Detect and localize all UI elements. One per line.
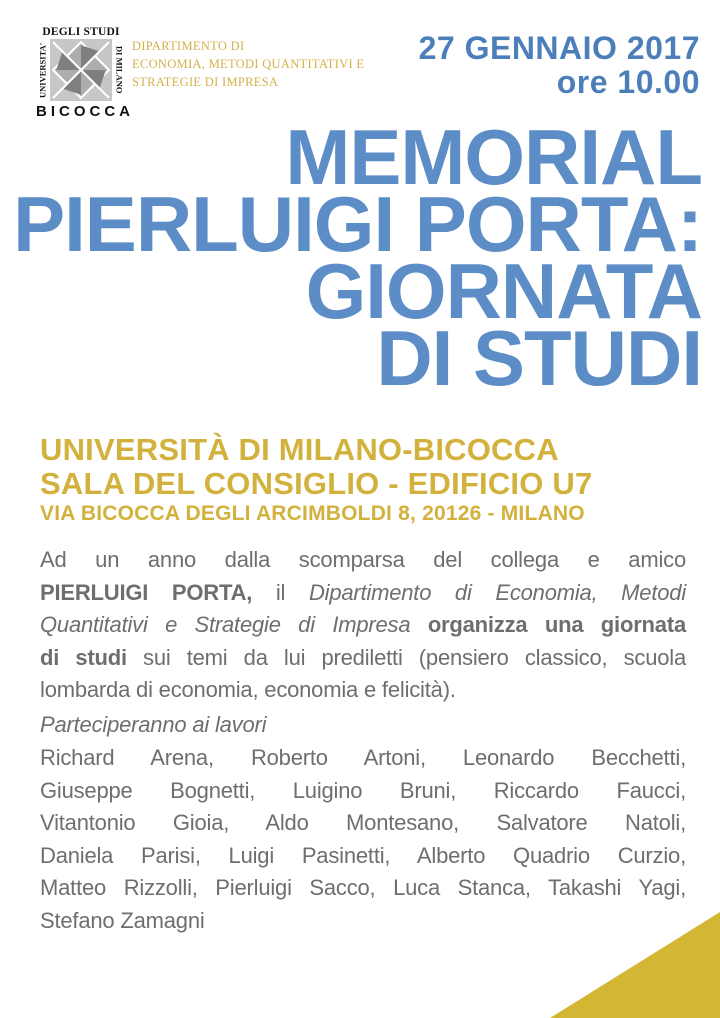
text-line: STRATEGIE DI IMPRESA: [132, 75, 279, 89]
text-line: DI STUDI: [376, 314, 702, 402]
event-datetime: [419, 31, 700, 99]
text-line: ECONOMIA, METODI QUANTITATIVI E: [132, 57, 365, 71]
text-line: Vitantonio Gioia, Aldo Montesano, Salvatore Natoli,: [40, 810, 686, 835]
venue-room: SALA DEL CONSIGLIO - EDIFICIO U7: [40, 466, 593, 501]
logo-text-bicocca: BICOCCA: [36, 103, 134, 120]
bicocca-diamond-icon: [49, 39, 113, 101]
participants-intro: Parteciperanno ai lavori: [40, 711, 267, 737]
text-line: lombarda di economia, economia e felicità).: [40, 677, 456, 702]
text-line: Matteo Rizzolli, Pierluigi Sacco, Luca Stanca, Takashi Yagi,: [40, 875, 686, 900]
event-date: 27 GENNAIO 2017: [418, 30, 700, 66]
text-line: Ad un anno dalla scomparsa del collega e amico: [40, 547, 686, 572]
corner-triangle-decoration: [550, 912, 720, 1018]
text-line: Daniela Parisi, Luigi Pasinetti, Alberto Quadrio Curzio,: [40, 842, 686, 868]
venue-address: VIA BICOCCA DEGLI ARCIMBOLDI 8, 20126 - MILANO: [40, 502, 585, 525]
logo-text-right: DI MILANO: [114, 46, 125, 94]
department-name: [132, 37, 364, 91]
text-line: Giuseppe Bognetti, Luigino Bruni, Riccardo Faucci,: [40, 777, 686, 803]
text-line: DIPARTIMENTO DI: [132, 39, 245, 53]
text-line: GIORNATA: [305, 247, 702, 335]
university-logo: [36, 26, 134, 120]
text-line: di studi sui temi da lui prediletti (pensiero classico, scuola: [40, 644, 686, 670]
poster-title: [13, 113, 702, 402]
text-line: Quantitativi e Strategie di Impresa organizza una giornata: [40, 612, 686, 637]
text-line: PIERLUIGI PORTA:: [13, 180, 702, 268]
participants-list: [40, 742, 686, 937]
text-line: MEMORIAL: [285, 113, 702, 201]
text-line: PIERLUIGI PORTA, il Dipartimento di Economia, Metodi: [40, 579, 687, 605]
text-line: Stefano Zamagni: [40, 907, 205, 933]
text-column: [40, 544, 686, 937]
venue-block: [40, 433, 592, 527]
logo-text-left: UNIVERSITA': [37, 42, 48, 98]
text-line: Richard Arena, Roberto Artoni, Leonardo Becchetti,: [40, 745, 686, 770]
logo-middle-row: [36, 39, 126, 101]
logo-text-top: DEGLI STUDI: [42, 26, 120, 38]
description-paragraph: [40, 544, 686, 707]
event-time: ore 10.00: [556, 64, 700, 100]
venue-university: UNIVERSITÀ DI MILANO-BICOCCA: [40, 432, 559, 467]
